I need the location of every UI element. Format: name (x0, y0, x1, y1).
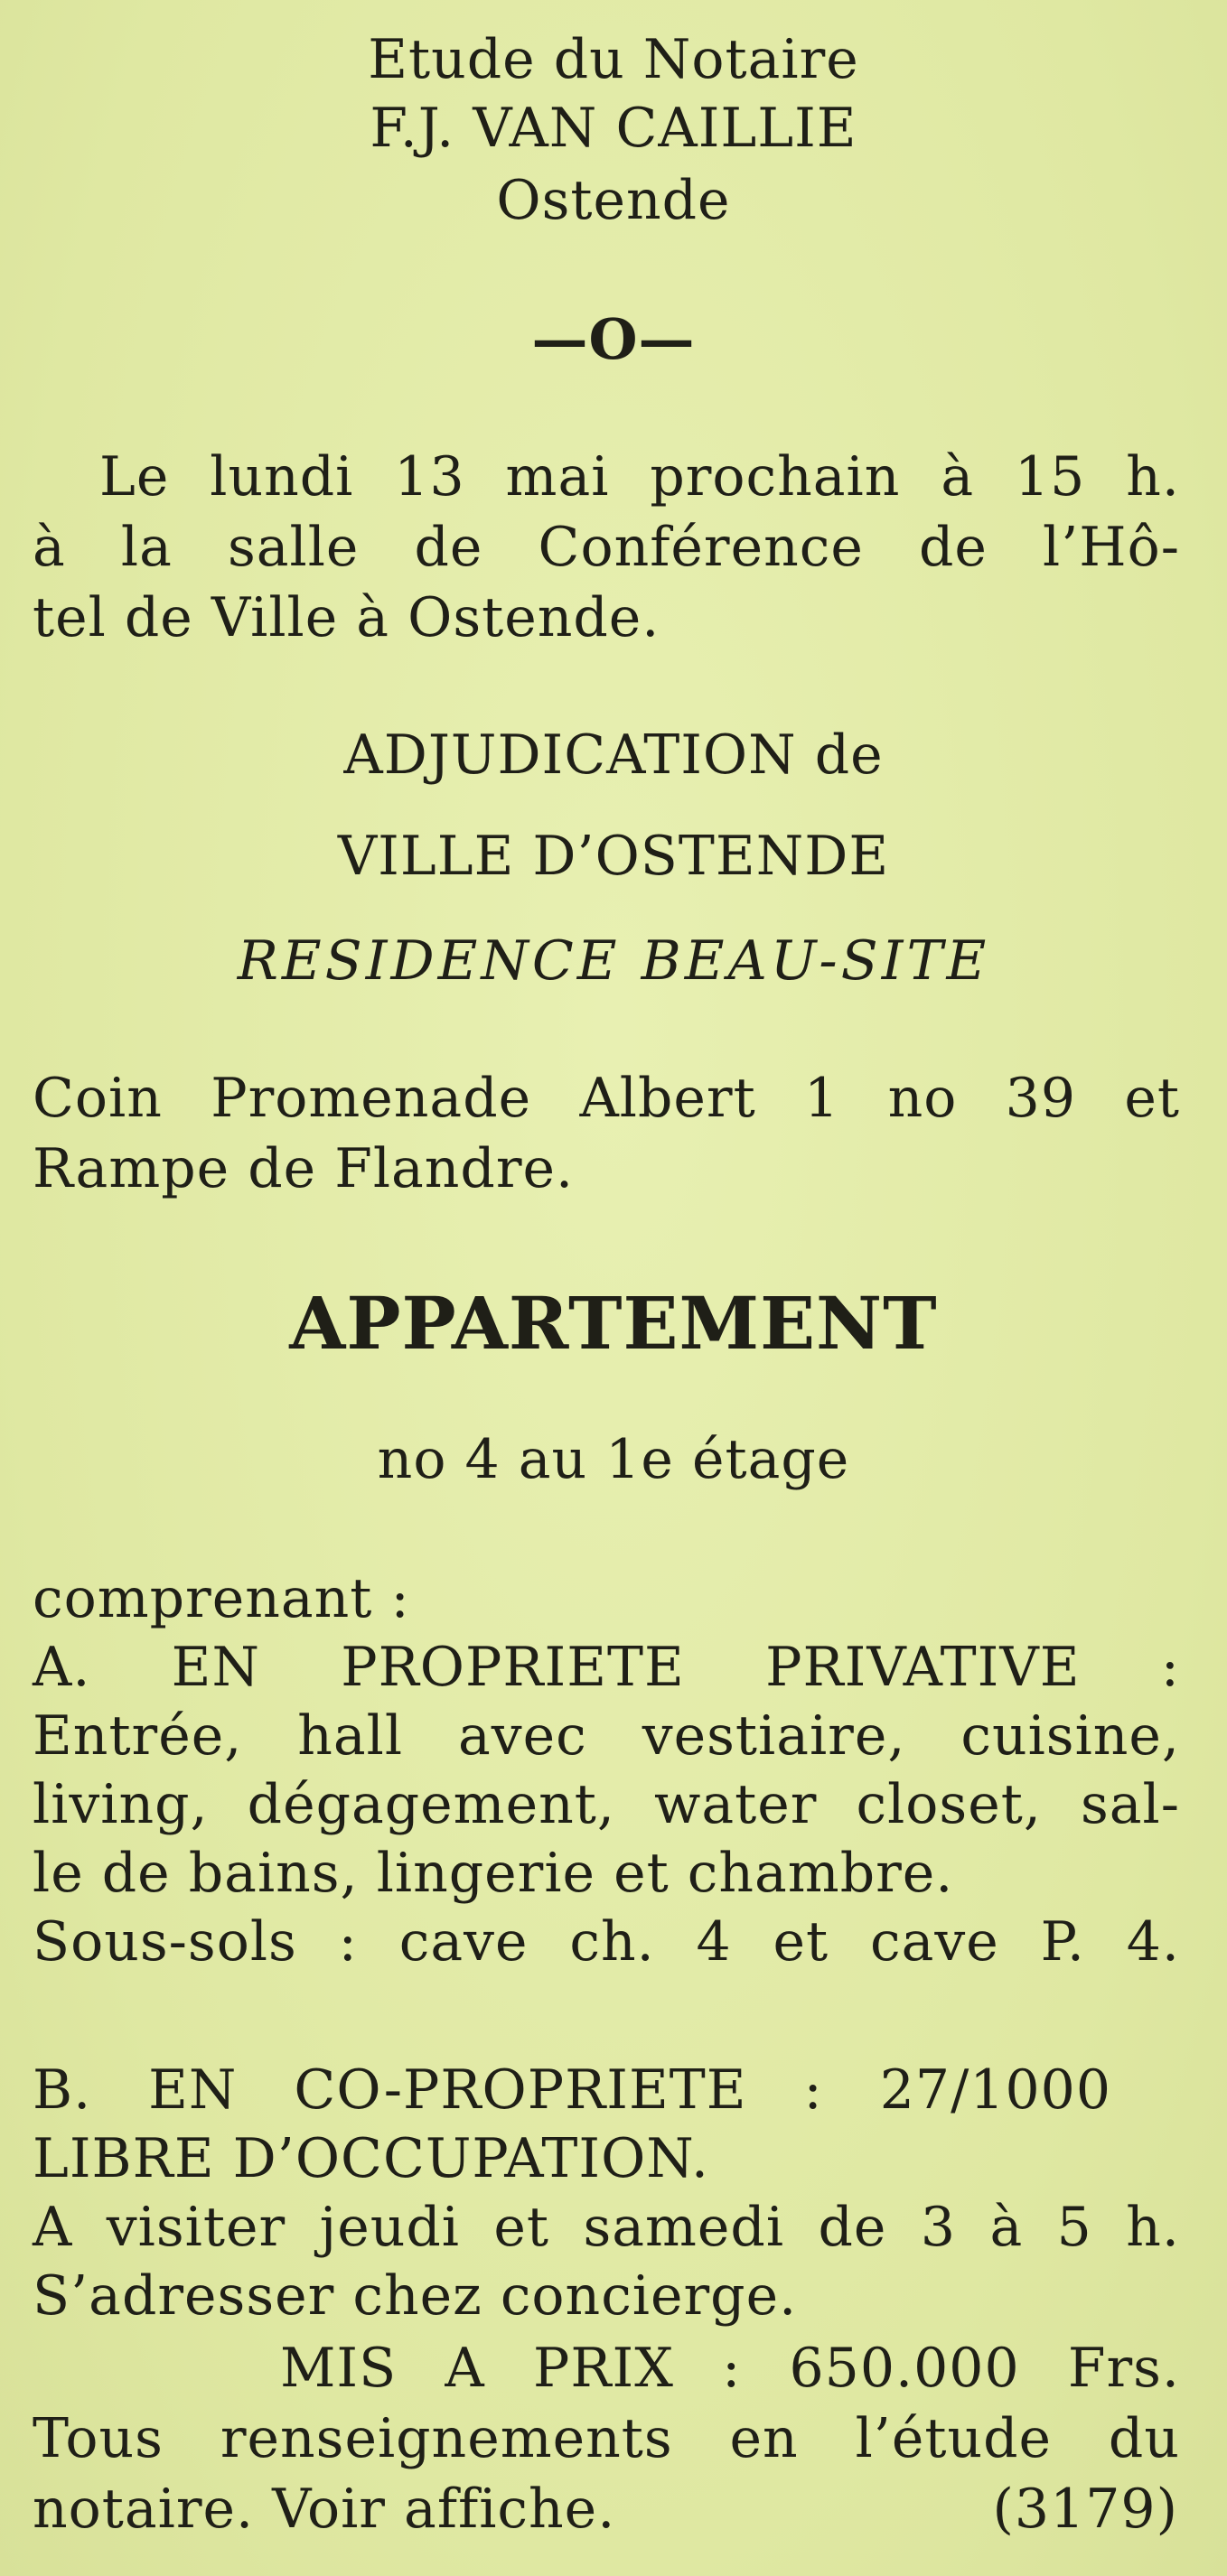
main-title: APPARTEMENT (289, 1281, 938, 1366)
poster-line: notaire. Voir affiche. (33, 2478, 616, 2541)
intro-line-2: à la salle de Conférence de l’Hô- (33, 516, 1180, 579)
location-line-1: Coin Promenade Albert 1 no 39 et (33, 1067, 1180, 1130)
intro-line-1: Le lundi 13 mai prochain à 15 h. (99, 445, 1180, 509)
copro-line-2: LIBRE D’OCCUPATION. (33, 2127, 709, 2190)
location-line-2: Rampe de Flandre. (33, 1137, 575, 1200)
residence-name: RESIDENCE BEAU-SITE (237, 929, 990, 993)
subtitle: no 4 au 1e étage (377, 1428, 850, 1491)
details-line-6: Sous-sols : cave ch. 4 et cave P. 4. (33, 1910, 1180, 1974)
notary-office-line: Etude du Notaire (368, 28, 859, 91)
notary-name: F.J. VAN CAILLIE (370, 97, 857, 160)
sale-heading: ADJUDICATION de (343, 723, 884, 787)
price-line: MIS A PRIX : 650.000 Frs. (280, 2337, 1180, 2400)
separator: —O— (531, 306, 696, 372)
copro-line-4: S’adresser chez concierge. (33, 2264, 798, 2328)
details-line-5: le de bains, lingerie et chambre. (33, 1842, 954, 1905)
details-line-1: comprenant : (33, 1567, 410, 1630)
info-line: Tous renseignements en l’étude du (33, 2407, 1180, 2470)
reference-number: (3179) (992, 2478, 1178, 2541)
sale-seller: VILLE D’OSTENDE (337, 825, 890, 888)
details-line-4: living, dégagement, water closet, sal- (33, 1773, 1180, 1836)
notary-city: Ostende (496, 169, 731, 232)
details-line-3: Entrée, hall avec vestiaire, cuisine, (33, 1704, 1180, 1768)
details-line-2: A. EN PROPRIETE PRIVATIVE : (33, 1636, 1180, 1699)
intro-line-3: tel de Ville à Ostende. (33, 586, 660, 649)
copro-line-1: B. EN CO-PROPRIETE : 27/1000 (33, 2058, 1111, 2122)
copro-line-3: A visiter jeudi et samedi de 3 à 5 h. (33, 2196, 1180, 2259)
